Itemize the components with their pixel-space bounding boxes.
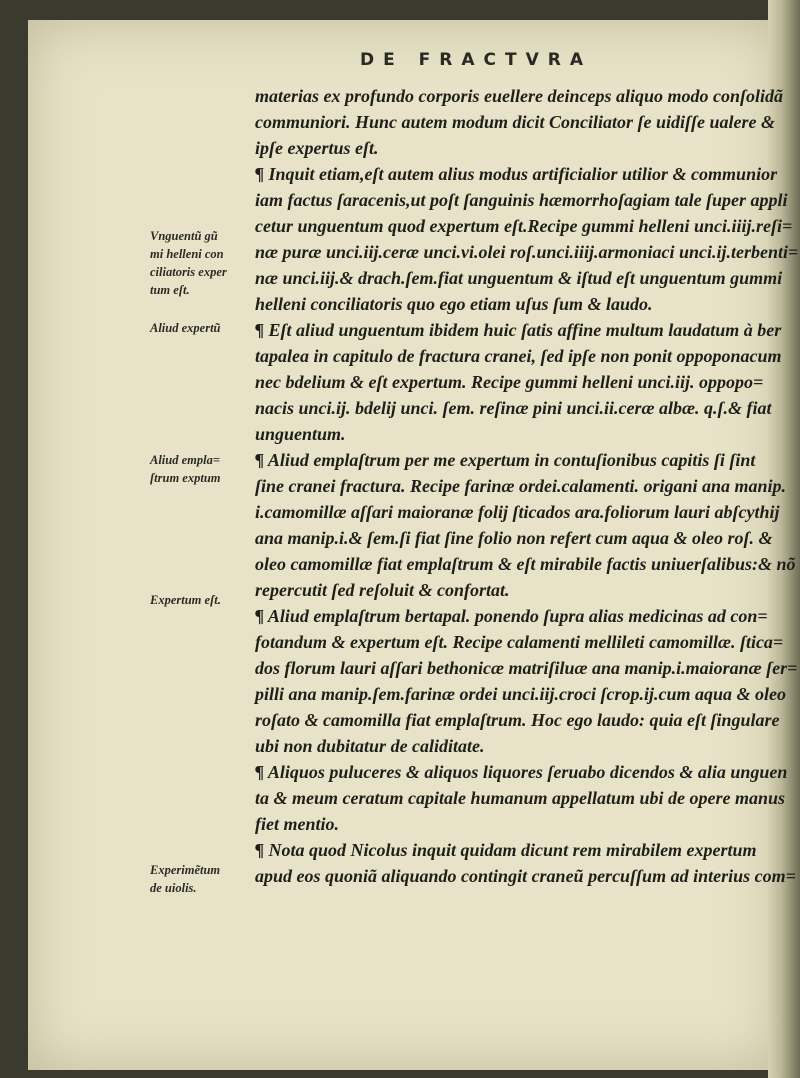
text-line: nacis unci.ij. bdelij unci. ſem. reſinæ pini unci.ii.ceræ albæ. q.ſ.& fiat	[255, 398, 772, 418]
text-line: roſato & camomilla fiat emplaſtrum. Hoc ego laudo: quia eſt ſingulare	[255, 710, 780, 730]
text-line: ¶ Nota quod Nicolus inquit quidam dicunt rem mirabilem expertum	[255, 840, 757, 860]
text-line: materias ex profundo corporis euellere deinceps aliquo modo conſolidã	[255, 86, 783, 106]
text-line: cetur unguentum quod expertum eſt.Recipe gummi helleni unci.iiij.reſi=	[255, 216, 793, 236]
text-line: oleo camomillæ fiat emplaſtrum & eſt mirabile factis uniuerſalibus:& nõ	[255, 554, 796, 574]
text-line: tapalea in capitulo de fractura cranei, ſed ipſe non ponit oppoponacum	[255, 346, 782, 366]
margin-note: Expertum eſt.	[150, 593, 221, 607]
text-line: unguentum.	[255, 424, 346, 444]
text-line: ubi non dubitatur de caliditate.	[255, 736, 485, 756]
text-line: apud eos quoniã aliquando contingit craneũ percuſſum ad interius com=	[255, 866, 796, 886]
margin-note: mi helleni con	[150, 247, 224, 261]
margin-note: Experimẽtum	[150, 863, 221, 877]
text-line: repercutit ſed reſoluit & confortat.	[255, 580, 510, 600]
text-line: fotandum & expertum eſt. Recipe calamenti mellileti camomillæ. ſtica=	[255, 632, 784, 652]
margin-note: de uiolis.	[150, 881, 197, 895]
margin-note: Aliud expertũ	[150, 321, 221, 335]
text-line: i.camomillæ aſſari maioranæ folij ſticados ara.foliorum lauri abſcythij	[255, 502, 780, 522]
text-line: pilli ana manip.ſem.farinæ ordei unci.iij.croci ſcrop.ij.cum aqua & oleo	[255, 684, 787, 704]
text-line: ¶ Aliud emplaſtrum per me expertum in contuſionibus capitis ſi ſint	[255, 450, 756, 470]
text-line: dos florum lauri aſſari bethonicæ matriſiluæ ana manip.i.maioranæ ſer=	[255, 658, 798, 678]
text-line: ſine cranei fractura. Recipe farinæ ordei.calamenti. origani ana manip.	[255, 476, 787, 496]
text-line: nec bdelium & eſt expertum. Recipe gummi helleni unci.iij. oppopo=	[255, 372, 764, 392]
text-line: ¶ Eſt aliud unguentum ibidem huic ſatis affine multum laudatum à ber	[255, 320, 782, 340]
text-line: ¶ Inquit etiam,eſt autem alius modus artificialior utilior & communior	[255, 164, 778, 184]
margin-note: ciliatoris exper	[150, 265, 227, 279]
text-line: ta & meum ceratum capitale humanum appellatum ubi de opere manus	[255, 788, 786, 808]
text-line: ¶ Aliquos puluceres & aliquos liquores ſeruabo dicendos & alia unguen	[255, 762, 788, 782]
margin-note: ſtrum exptum	[150, 471, 221, 485]
text-line: iam factus ſaracenis,ut poſt ſanguinis hæmorrhoſagiam tale ſuper appli	[255, 190, 788, 210]
text-line: ana manip.i.& ſem.ſi fiat ſine folio non refert cum aqua & oleo roſ. &	[255, 528, 773, 548]
text-line: næ unci.iij.& drach.ſem.fiat unguentum & iſtud eſt unguentum gummi	[255, 268, 783, 288]
text-line: communiori. Hunc autem modum dicit Conciliator ſe uidiſſe ualere &	[255, 112, 776, 132]
text-line: næ puræ unci.iij.ceræ unci.vi.olei roſ.unci.iiij.armoniaci unci.ij.terbenti=	[255, 242, 799, 262]
text-line: helleni conciliatoris quo ego etiam uſus ſum & laudo.	[255, 294, 653, 314]
page-edge	[768, 0, 800, 1078]
text-line: ¶ Aliud emplaſtrum bertapal. ponendo ſupra alias medicinas ad con=	[255, 606, 768, 626]
running-head: DE FRACTVRA	[360, 50, 592, 70]
text-line: ipſe expertus eſt.	[255, 138, 379, 158]
text-line: fiet mentio.	[255, 814, 339, 834]
margin-note: Aliud empla=	[150, 453, 220, 467]
margin-note: tum eſt.	[150, 283, 190, 297]
margin-note: Vnguentũ gũ	[150, 229, 218, 243]
